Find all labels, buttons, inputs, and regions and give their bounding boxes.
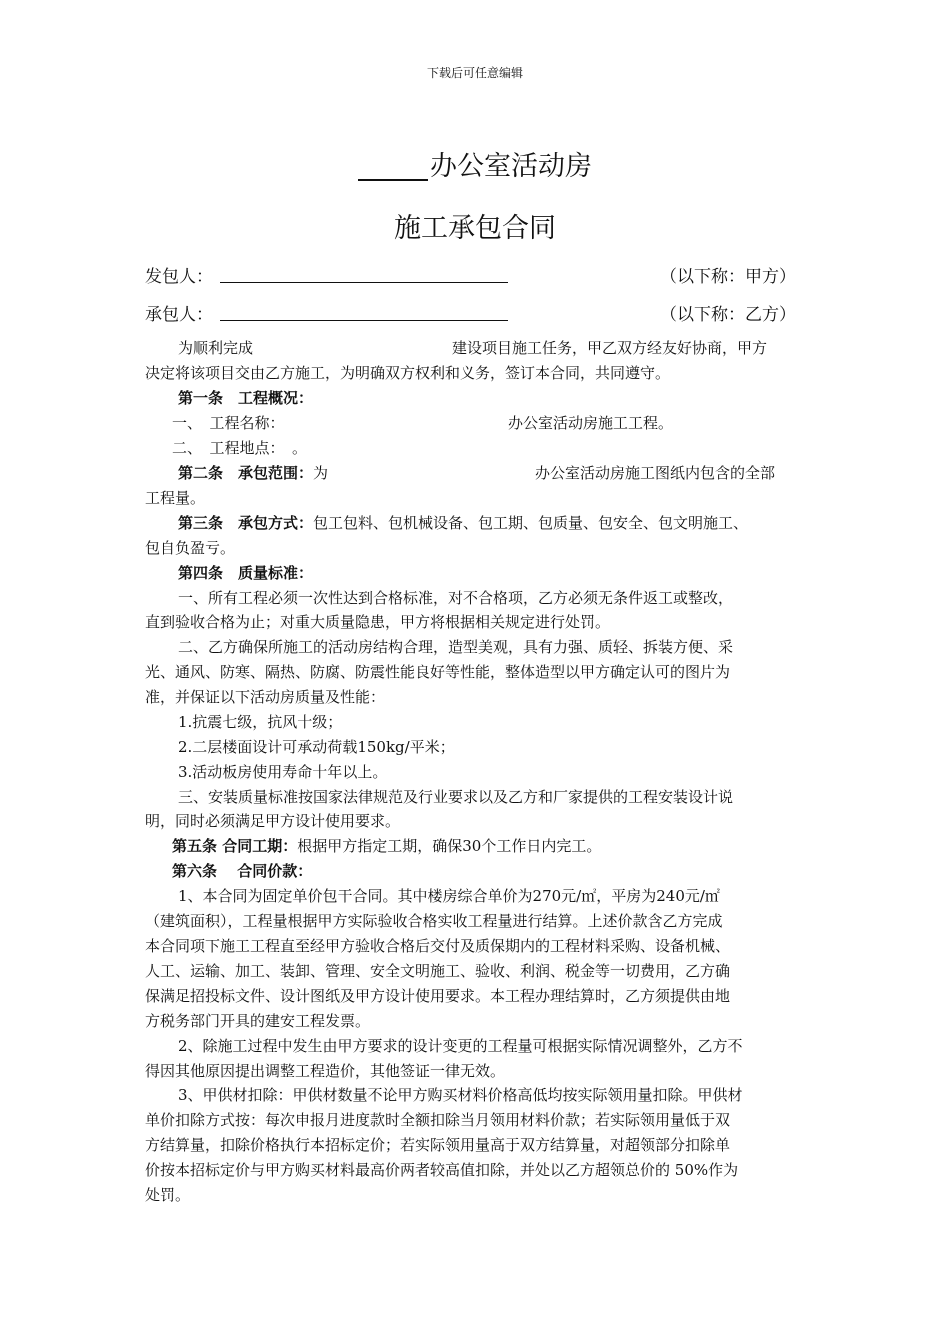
- contractor-suffix: （以下称：乙方）: [660, 305, 796, 325]
- article-4-p2-line1: 二、乙方确保所施工的活动房结构合理，造型美观，具有力强、质轻、拆装方便、采: [178, 638, 734, 656]
- contract-title-line1: [0, 144, 950, 183]
- article-1-item1-label: 一、 工程名称：: [172, 414, 285, 432]
- article-4-p3-line1: 三、安装质量标准按国家法律规范及行业要求以及乙方和厂家提供的工程安装设计说: [178, 788, 734, 806]
- article-1-heading: 第一条 工程概况：: [178, 389, 314, 407]
- employer-suffix: （以下称：甲方）: [660, 267, 796, 287]
- article-2-line1b: 办公室活动房施工图纸内包含的全部: [535, 464, 776, 482]
- article-4-p2-line2: 光、通风、防寒、隔热、防腐、防震性能良好等性能，整体造型以甲方确定认可的图片为: [145, 663, 731, 681]
- article-4-item1: 1.抗震七级，抗风十级；: [178, 713, 343, 731]
- article-3-line2: 包自负盈亏。: [145, 539, 236, 557]
- article-1-item1-value: 办公室活动房施工工程。: [508, 414, 674, 432]
- article-6-p1-line6: 方税务部门开具的建安工程发票。: [145, 1012, 371, 1030]
- article-3-line1-text: 包工包料、包机械设备、包工期、包质量、包安全、包文明施工、: [313, 514, 749, 532]
- article-3-line1: [178, 515, 748, 532]
- article-4-item2: 2.二层楼面设计可承动荷载150kg/平米；: [178, 738, 455, 756]
- article-6-p1-line3: 本合同项下施工工程直至经甲方验收合格后交付及质保期内的工程材料采购、设备机械、: [145, 937, 731, 955]
- article-6-p2-line1: 2、除施工过程中发生由甲方要求的设计变更的工程量可根据实际情况调整外，乙方不: [178, 1037, 743, 1055]
- article-4-heading: 第四条 质量标准：: [178, 564, 314, 582]
- employer-label: 发包人：: [145, 267, 213, 287]
- article-5-line: [172, 838, 601, 855]
- article-6-p1-line2: （建筑面积），工程量根据甲方实际验收合格实收工程量进行结算。上述价款含乙方完成: [145, 912, 723, 930]
- article-3-heading: 第三条 承包方式：: [178, 514, 314, 532]
- article-6-p3-line4: 价按本招标定价与甲方购买材料最高价两者较高值扣除，并处以乙方超领总价的 50%作为: [145, 1161, 739, 1179]
- article-4-p2-line3: 准，并保证以下活动房质量及性能：: [145, 688, 386, 706]
- intro-line2: 决定将该项目交由乙方施工，为明确双方权利和义务，签订本合同，共同遵守。: [145, 364, 671, 382]
- title-line1-text: 办公室活动房: [430, 151, 592, 182]
- article-2-line1: [178, 465, 328, 482]
- article-6-p1-line4: 人工、运输、加工、装卸、管理、安全文明施工、验收、利润、税金等一切费用，乙方确: [145, 962, 731, 980]
- header-note: 下载后可任意编辑: [426, 66, 523, 80]
- article-6-p3-line1: 3、甲供材扣除：甲供材数量不论甲方购买材料价格高低均按实际领用量扣除。甲供材: [178, 1086, 743, 1104]
- employer-blank-line: [220, 282, 508, 283]
- contractor-label: 承包人：: [145, 305, 213, 325]
- article-6-p2-line2: 得因其他原因提出调整工程造价，其他签证一律无效。: [145, 1062, 506, 1080]
- article-5-heading: 第五条 合同工期：: [172, 837, 298, 855]
- article-6-p1-line1: 1、本合同为固定单价包干合同。其中楼房综合单价为270元/㎡，平房为240元/㎡: [178, 887, 720, 905]
- intro-line1b: 建设项目施工任务，甲乙双方经友好协商，甲方: [452, 339, 768, 357]
- article-2-heading: 第二条 承包范围：: [178, 464, 314, 482]
- article-2-line2: 工程量。: [145, 489, 206, 507]
- contract-title-line2: 施工承包合同: [394, 213, 556, 244]
- article-2-line1a: 为: [313, 464, 329, 482]
- article-6-heading: 第六条 合同价款：: [172, 862, 313, 880]
- title-blank: [358, 153, 428, 181]
- article-1-item2: 二、 工程地点： 。: [172, 439, 308, 457]
- article-4-p1-line2: 直到验收合格为止；对重大质量隐患，甲方将根据相关规定进行处罚。: [145, 613, 611, 631]
- article-6-p1-line5: 保满足招投标文件、设计图纸及甲方设计使用要求。本工程办理结算时，乙方须提供由地: [145, 987, 731, 1005]
- article-4-p1-line1: 一、所有工程必须一次性达到合格标准，对不合格项，乙方必须无条件返工或整改，: [178, 589, 734, 607]
- intro-line1a: 为顺利完成: [178, 339, 254, 357]
- contractor-blank-line: [220, 320, 508, 321]
- article-4-p3-line2: 明，同时必须满足甲方设计使用要求。: [145, 812, 401, 830]
- article-5-text: 根据甲方指定工期，确保30个工作日内完工。: [297, 837, 602, 855]
- article-6-p3-line3: 方结算量，扣除价格执行本招标定价；若实际领用量高于双方结算量，对超领部分扣除单: [145, 1136, 731, 1154]
- article-6-p3-line2: 单价扣除方式按：每次申报月进度款时全额扣除当月领用材料价款；若实际领用量低于双: [145, 1111, 731, 1129]
- article-4-item3: 3.活动板房使用寿命十年以上。: [178, 763, 388, 781]
- article-6-p3-line5: 处罚。: [145, 1186, 191, 1204]
